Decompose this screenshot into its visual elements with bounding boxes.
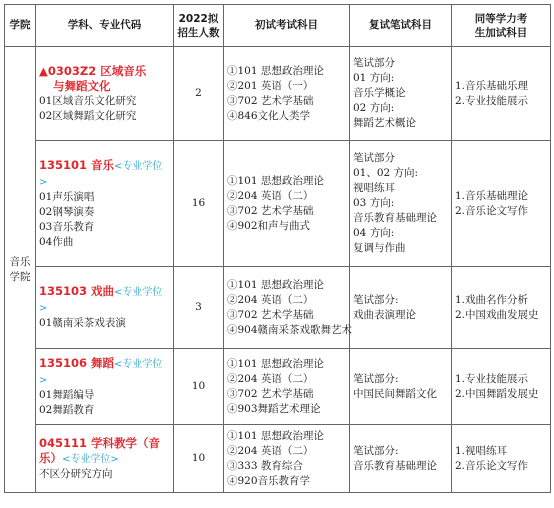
- header-enroll-line1: 2022拟: [178, 12, 219, 25]
- research-direction: 不区分研究方向: [39, 467, 113, 480]
- retest-subject: 音乐教育基础理论: [353, 212, 437, 224]
- degree-type-tag: <专业学位>: [39, 160, 163, 188]
- retest-subject: 戏曲表演理论: [353, 308, 416, 321]
- research-direction: 01区域音乐文化研究: [39, 94, 137, 107]
- equiv-subjects-cell: [452, 349, 551, 425]
- prelim-subjects-cell: [224, 425, 350, 493]
- header-row: [5, 5, 551, 47]
- retest-subject: 舞蹈艺术概论: [353, 117, 416, 129]
- admissions-table: [4, 4, 551, 493]
- prelim-subject: ②204 英语（二）: [227, 293, 314, 306]
- retest-subject: 视唱练耳: [353, 182, 395, 194]
- triangle-marker-icon: ▲: [39, 63, 48, 78]
- retest-subject: 03 方向:: [353, 197, 395, 209]
- research-direction: 02舞蹈教育: [39, 403, 95, 416]
- enroll-count: 2: [174, 47, 224, 141]
- equiv-subject: 2.中国戏曲发展史: [455, 308, 539, 321]
- major-name: 045111 学科教学（音乐）: [39, 435, 161, 465]
- program-row: [5, 267, 551, 349]
- retest-subject: 中国民间舞蹈文化: [353, 387, 437, 400]
- degree-type-tag: <专业学位>: [62, 453, 119, 465]
- header-enroll-line2: 招生人数: [177, 26, 220, 39]
- major-title: [39, 356, 170, 388]
- degree-type-tag: <专业学位>: [39, 287, 163, 314]
- retest-subjects-cell: [350, 47, 452, 141]
- prelim-subject: ③702 艺术学基础: [227, 94, 314, 107]
- research-direction: 02区域舞蹈文化研究: [39, 109, 137, 122]
- enroll-count: 16: [174, 141, 224, 267]
- prelim-subject: ④902和声与曲式: [227, 219, 311, 232]
- prelim-subject: ③702 艺术学基础: [227, 204, 314, 217]
- major-title: [39, 158, 170, 190]
- equiv-subjects-cell: [452, 47, 551, 141]
- major-cell: [36, 47, 174, 141]
- header-equiv-line2: 生加试科目: [474, 26, 528, 39]
- equiv-subject: 2.中国舞蹈发展史: [455, 387, 539, 400]
- prelim-subject: ③333 教育综合: [227, 459, 303, 472]
- prelim-subject: ①101 思想政治理论: [227, 64, 324, 77]
- equiv-subject: 1.视唱练耳: [455, 444, 508, 457]
- enroll-count: 3: [174, 267, 224, 349]
- header-equiv: [452, 5, 551, 47]
- major-cell: [36, 141, 174, 267]
- prelim-subject: ④920音乐教育学: [227, 474, 311, 487]
- research-direction: 02钢琴演奏: [39, 205, 95, 218]
- prelim-subject: ④903舞蹈艺术理论: [227, 402, 321, 415]
- program-row: [5, 425, 551, 493]
- prelim-subjects-cell: [224, 267, 353, 349]
- degree-type-tag: <专业学位>: [39, 358, 163, 386]
- program-row: [5, 47, 551, 141]
- prelim-subject: ②204 英语（二）: [227, 189, 314, 202]
- retest-subject: 复调与作曲: [353, 242, 406, 254]
- retest-subject: 笔试部分:: [353, 444, 399, 457]
- retest-subjects-cell: [350, 267, 452, 349]
- prelim-subject: ①101 思想政治理论: [227, 357, 324, 370]
- retest-subject: 笔试部分:: [353, 293, 399, 306]
- research-direction: 01舞蹈编导: [39, 388, 95, 401]
- equiv-subject: 1.音乐基础理论: [455, 189, 529, 202]
- major-name-line2: 与舞蹈文化: [53, 78, 111, 93]
- retest-subject: 01 方向:: [353, 72, 395, 84]
- equiv-subject: 1.戏曲名作分析: [455, 293, 529, 306]
- research-direction: 03音乐教育: [39, 220, 95, 233]
- prelim-subjects-cell: [224, 141, 350, 267]
- header-equiv-line1: 同等学力考: [474, 12, 528, 25]
- major-cell: [36, 267, 174, 349]
- equiv-subject: 1.音乐基础乐理: [455, 79, 529, 92]
- retest-subject: 02 方向:: [353, 102, 395, 114]
- equiv-subjects-cell: [452, 267, 551, 349]
- retest-subject: 音乐教育基础理论: [353, 459, 437, 472]
- prelim-subject: ④904赣南采茶戏歌舞艺术: [227, 323, 353, 336]
- retest-subject: 笔试部分:: [353, 372, 399, 385]
- major-cell: [36, 349, 174, 425]
- retest-subject: 04 方向:: [353, 227, 395, 239]
- retest-subjects-cell: [350, 141, 452, 267]
- retest-subject: 笔试部分: [353, 152, 395, 164]
- equiv-subject: 1.专业技能展示: [455, 372, 529, 385]
- research-direction: 01声乐演唱: [39, 190, 95, 203]
- research-direction: 04作曲: [39, 235, 74, 248]
- major-cell: [36, 425, 174, 493]
- retest-subject: 01、02 方向:: [353, 167, 419, 179]
- retest-subjects-cell: [350, 425, 452, 493]
- equiv-subject: 2.专业技能展示: [455, 94, 529, 107]
- prelim-subject: ③702 艺术学基础: [227, 387, 314, 400]
- header-retest: 复试笔试科目: [350, 5, 452, 47]
- prelim-subjects-cell: [224, 349, 350, 425]
- header-enroll: [174, 5, 224, 47]
- prelim-subject: ①101 思想政治理论: [227, 429, 324, 442]
- equiv-subject: 2.音乐论文写作: [455, 204, 529, 217]
- major-title: [39, 436, 170, 467]
- header-major: 学科、专业代码: [36, 5, 174, 47]
- prelim-subject: ①101 思想政治理论: [227, 278, 324, 291]
- major-name: 0303Z2 区域音乐: [47, 63, 147, 78]
- equiv-subject: 2.音乐论文写作: [455, 459, 529, 472]
- program-row: [5, 349, 551, 425]
- header-college: 学院: [5, 5, 36, 47]
- prelim-subject: ②201 英语（一）: [227, 79, 314, 92]
- prelim-subject: ③702 艺术学基础: [227, 308, 314, 321]
- major-title: [39, 284, 170, 316]
- research-direction: 01赣南采茶戏表演: [39, 317, 126, 329]
- retest-subject: 笔试部分: [353, 57, 395, 69]
- prelim-subject: ②204 英语（二）: [227, 444, 314, 457]
- college-cell: 音乐学院: [5, 47, 36, 493]
- major-name: 135106 舞蹈: [39, 355, 115, 370]
- retest-subject: 音乐学概论: [353, 87, 406, 99]
- major-name: 135101 音乐: [39, 157, 115, 172]
- retest-subjects-cell: [350, 349, 452, 425]
- program-row: [5, 141, 551, 267]
- equiv-subjects-cell: [452, 141, 551, 267]
- enroll-count: 10: [174, 349, 224, 425]
- prelim-subject: ④846文化人类学: [227, 109, 311, 122]
- prelim-subject: ①101 思想政治理论: [227, 174, 324, 187]
- enroll-count: 10: [174, 425, 224, 493]
- header-prelim: 初试考试科目: [224, 5, 350, 47]
- prelim-subject: ②204 英语（二）: [227, 372, 314, 385]
- prelim-subjects-cell: [224, 47, 350, 141]
- major-title: [39, 64, 170, 79]
- equiv-subjects-cell: [452, 425, 551, 493]
- major-name: 135103 戏曲: [39, 284, 115, 298]
